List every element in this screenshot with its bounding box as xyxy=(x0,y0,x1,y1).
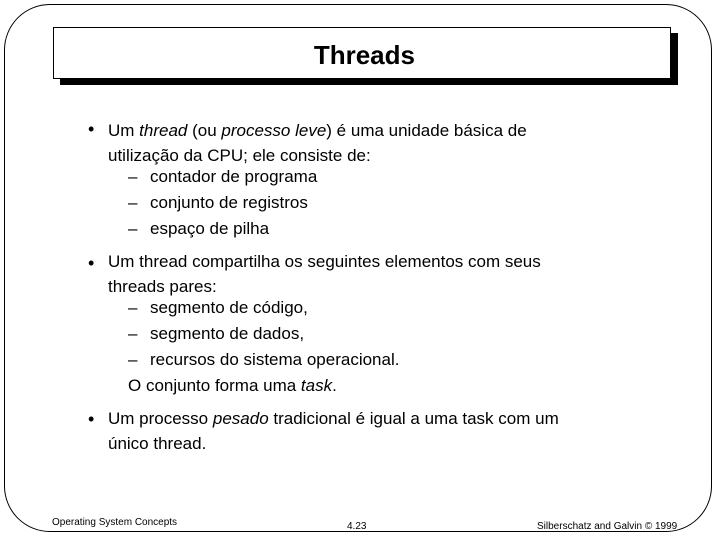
footer-page-number: 4.23 xyxy=(347,521,367,532)
title-box xyxy=(53,27,671,79)
bullet-1-marker: • xyxy=(88,119,95,139)
bullet-2-line-1: Um thread compartilha os seguintes elementos com seus xyxy=(108,252,541,271)
bullet-2-note: O conjunto forma uma task. xyxy=(128,376,337,395)
bullet-1-text xyxy=(108,118,628,168)
footer-left: Operating System Concepts xyxy=(52,517,178,528)
sub-item: – espaço de pilha xyxy=(128,219,270,238)
bullet-1-line-2: utilização da CPU; ele consiste de: xyxy=(108,146,371,165)
bullet-3-marker: • xyxy=(88,409,95,429)
bullet-3-line-2: único thread. xyxy=(108,434,207,453)
bullet-3-text xyxy=(108,406,628,456)
sub-item: – segmento de dados, xyxy=(128,324,305,343)
footer-right: Silberschatz and Galvin © 1999 xyxy=(537,521,678,532)
sub-item: – segmento de código, xyxy=(128,298,308,317)
bullet-2-text xyxy=(108,249,628,299)
bullet-3-line-1: Um processo pesado tradicional é igual a uma task com um xyxy=(108,409,559,428)
sub-item: – contador de programa xyxy=(128,167,318,186)
bullet-2-marker: • xyxy=(88,253,95,273)
sub-item: – recursos do sistema operacional. xyxy=(128,350,400,369)
bullet-2-line-2: threads pares: xyxy=(108,277,217,296)
bullet-1-line-1: Um thread (ou processo leve) é uma unidade básica de xyxy=(108,121,527,140)
sub-item: – conjunto de registros xyxy=(128,193,308,212)
slide-title: Threads xyxy=(313,40,415,70)
